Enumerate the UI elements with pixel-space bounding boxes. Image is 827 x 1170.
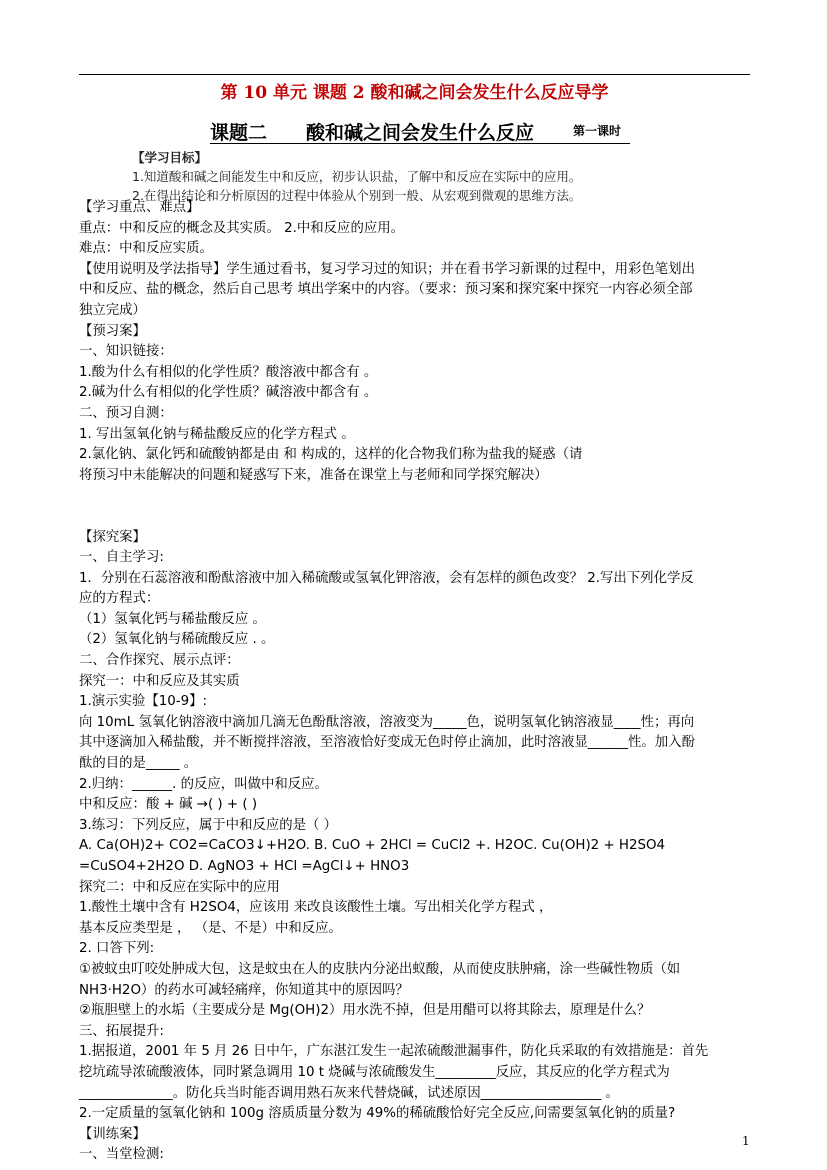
text-line: 【预习案】 [79,323,146,339]
text-line: 2.归纳：______. 的反应，叫做中和反应。 [79,776,328,792]
text-line: 挖坑疏导浓硫酸液体，同时紧急调用 10 t 烧碱与浓硫酸发生_________反应，其反应的化学方程式为 [79,1064,670,1080]
text-line: 【训练案】 [79,1126,146,1142]
text-line: 【探究案】 [79,529,146,545]
text-line: （1）氢氧化钙与稀盐酸反应 。 [79,611,266,627]
text-line: 酞的目的是_____ 。 [79,756,198,772]
goal-item: 1.知道酸和碱之间能发生中和反应，初步认识盐，了解中和反应在实际中的应用。 [132,169,582,184]
text-line: 2.碱为什么有相似的化学性质？碱溶液中都含有 。 [79,385,378,401]
text-line: 一、知识链接： [79,344,173,360]
text-line: 三、拓展提升: [79,1023,164,1039]
page-number: 1 [742,1134,750,1148]
blank-line [79,507,751,528]
text-line: 2. 口答下列: [79,941,155,957]
document-body [79,198,751,1166]
heading-underline [210,143,630,144]
text-line: 2.氯化钠、氯化钙和硫酸钠都是由 和 构成的，这样的化合物我们称为盐我的疑惑（请 [79,447,583,463]
text-line: （2）氢氧化钠与稀硫酸反应 . 。 [79,632,275,648]
text-line: 1.酸为什么有相似的化学性质？酸溶液中都含有 。 [79,364,378,380]
text-line: 应的方程式： [79,591,160,607]
text-line: ______________。防化兵当时能否调用熟石灰来代替烧碱，试述原因__________________ 。 [79,1085,619,1101]
text-line: 一、自主学习: [79,550,164,566]
image-heading [210,118,630,144]
heading-period: 第一课时 [573,124,622,138]
text-line: 中和反应：酸 + 碱 →( ) + ( ) [79,797,258,813]
heading-lesson: 课题二 [210,122,268,144]
text-line: 探究一：中和反应及其实质 [79,673,240,689]
text-line: ②瓶胆壁上的水垢（主要成分是 Mg(OH)2）用水洗不掉，但是用醋可以将其除去，原理是什么？ [79,1003,651,1019]
text-line: 难点：中和反应实质。 [79,241,213,257]
text-line: 将预习中未能解决的问题和疑惑写下来，准备在课堂上与老师和同学探究解决） [79,467,548,483]
text-line: =CuSO4+2H2O D. AgNO3 + HCl =AgCl↓+ HNO3 [79,859,410,874]
text-line: 1．分别在石蕊溶液和酚酞溶液中加入稀硫酸或氢氧化钾溶液，会有怎样的颜色改变？ 2.写出下列化学反 [79,570,694,586]
text-line: 其中逐滴加入稀盐酸，并不断搅拌溶液，至溶液恰好变成无色时停止滴加，此时溶液显______性。加入酚 [79,735,695,751]
text-line: A. Ca(OH)2+ CO2=CaCO3↓+H2O. B. CuO + 2HCl = CuCl2 +. H2OC. Cu(OH)2 + H2SO4 [79,838,666,854]
text-line: 1. 写出氢氧化钠与稀盐酸反应的化学方程式 。 [79,426,355,442]
text-line: ①被蚊虫叮咬处肿成大包，这是蚊虫在人的皮肤内分泌出蚁酸，从而使皮肤肿痛，涂一些碱性物质（如 [79,961,681,977]
text-line: 一、当堂检测: [79,1147,164,1163]
text-line: 1.据报道，2001 年 5 月 26 日中午，广东湛江发生一起浓硫酸泄漏事件，防化兵采取的有效措施是：首先 [79,1044,709,1060]
text-line: 重点：中和反应的概念及其实质。 2.中和反应的应用。 [79,220,405,236]
text-line: 二、预习自测： [79,405,173,421]
blank-line [79,486,751,507]
text-line: 探究二：中和反应在实际中的应用 [79,879,280,895]
heading-topic: 酸和碱之间会发生什么反应 [306,122,535,144]
text-line: 1.酸性土壤中含有 H2SO4，应该用 来改良该酸性土壤。写出相关化学方程式 ， [79,900,553,916]
text-line: 3.练习：下列反应，属于中和反应的是（ ） [79,817,338,833]
text-line: 2.一定质量的氢氧化钠和 100g 溶质质量分数为 49%的稀硫酸恰好完全反应,问需要氢氧化钠的质量? [79,1106,676,1122]
text-line: 二、合作探究、展示点评： [79,653,240,669]
header-rule [79,74,750,75]
doc-title: 第 10 单元 课题 2 酸和碱之间会发生什么反应导学 [220,83,609,103]
goals-title: 【学习目标】 [132,150,208,165]
text-line: 【学习重点、难点】 [79,200,200,215]
text-line: 中和反应、盐的概念，然后自己思考 填出学案中的内容。（要求：预习案和探究案中探究一内容必须全部 [79,282,693,298]
text-line: 1.演示实验【10-9】: [79,694,208,710]
text-line: 独立完成） [79,302,146,318]
learning-goals [132,148,581,205]
goal-item: 2.在得出结论和分析原因的过程中体验从个别到一般、从宏观到微观的思维方法。 [132,188,582,203]
text-line: 基本反应类型是 ， （是、不是）中和反应。 [79,920,342,936]
text-line: 向 10mL 氢氧化钠溶液中滴加几滴无色酚酞溶液，溶液变为_____色，说明氢氧化钠溶液显____性；再向 [79,714,695,730]
text-line: NH3·H2O）的药水可减轻痛痒，你知道其中的原因吗？ [79,982,409,998]
text-line: 【使用说明及学法指导】学生通过看书，复习学习过的知识；并在看书学习新课的过程中，用彩色笔划出 [79,261,695,277]
